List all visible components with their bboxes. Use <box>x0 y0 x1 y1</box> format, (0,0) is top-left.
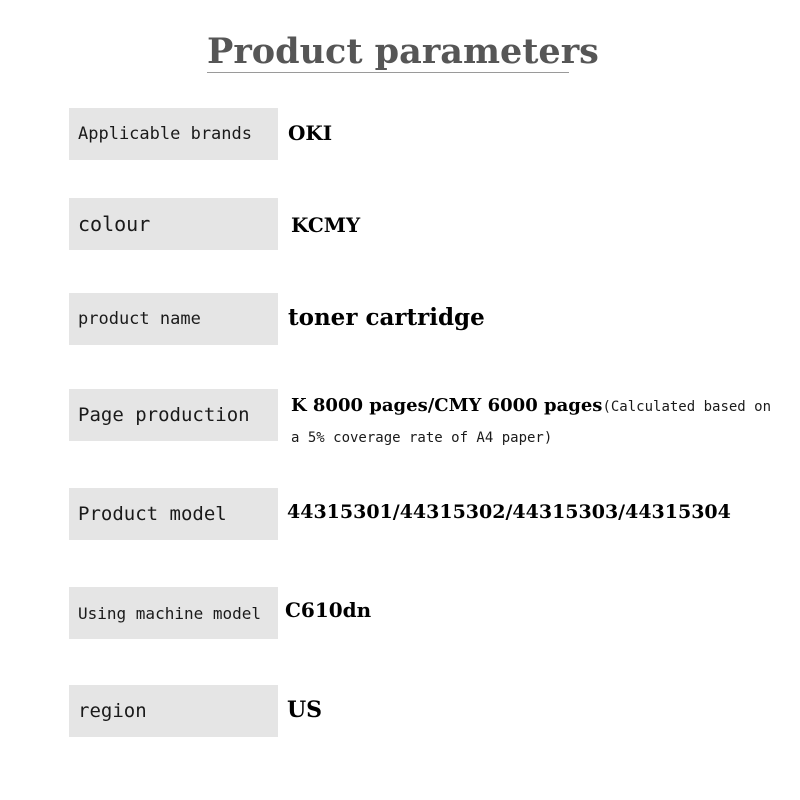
param-value-machine-model: C610dn <box>285 598 372 622</box>
param-value-product-name: toner cartridge <box>288 304 485 331</box>
page-production-note-line2: a 5% coverage rate of A4 paper) <box>291 430 553 446</box>
title-underline <box>207 72 569 73</box>
param-label-page-production: Page production <box>69 389 278 441</box>
page-production-note: (Calculated based on <box>602 399 772 415</box>
param-label-colour: colour <box>69 198 278 250</box>
param-label-brand: Applicable brands <box>69 108 278 160</box>
page-title: Product parameters <box>207 31 599 72</box>
param-value-page-production <box>291 395 771 416</box>
page-production-value: K 8000 pages/CMY 6000 pages <box>291 395 603 416</box>
param-value-region: US <box>287 697 323 723</box>
param-value-brand: OKI <box>288 121 333 145</box>
param-value-product-model: 44315301/44315302/44315303/44315304 <box>287 501 731 523</box>
param-value-colour: KCMY <box>291 213 361 237</box>
param-label-product-model: Product model <box>69 488 278 540</box>
param-label-product-name: product name <box>69 293 278 345</box>
param-label-region: region <box>69 685 278 737</box>
param-label-machine-model: Using machine model <box>69 587 278 639</box>
